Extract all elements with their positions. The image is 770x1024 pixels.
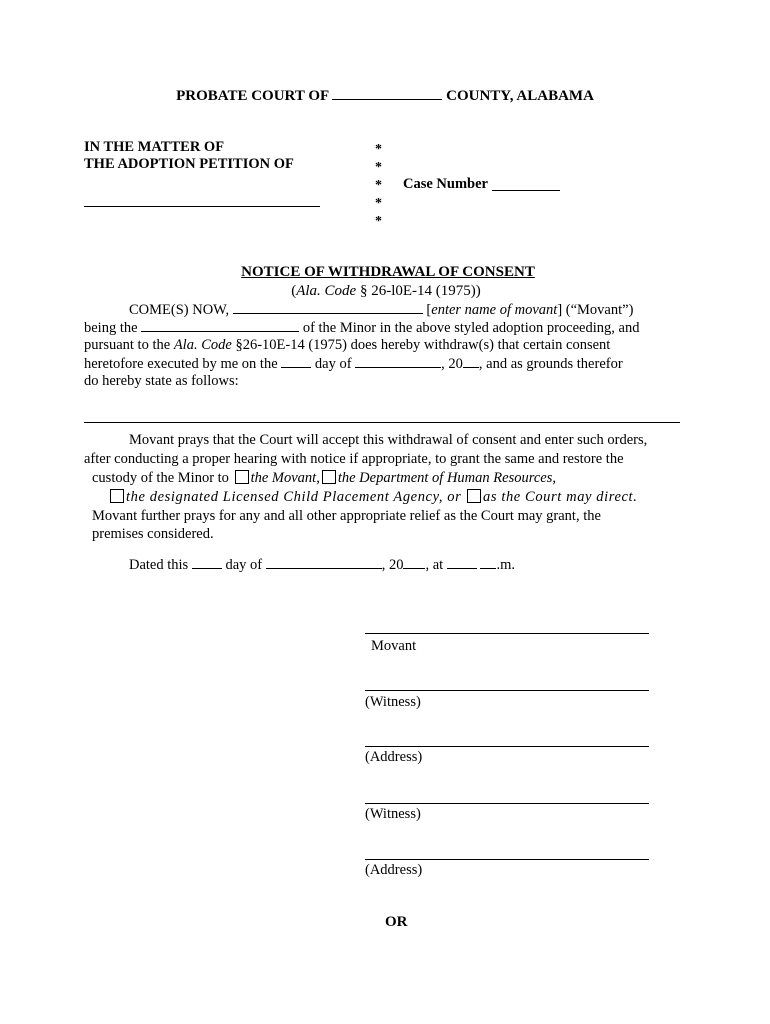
text: .m. bbox=[496, 557, 515, 573]
address2-label: (Address) bbox=[365, 862, 423, 878]
option-agency: the designated Licensed Child Placement Agency, or bbox=[126, 489, 462, 505]
text: heretofore executed by me on the bbox=[84, 356, 282, 372]
paragraph1-line3 bbox=[84, 336, 610, 354]
text: day of bbox=[311, 356, 356, 372]
cite-open: ( bbox=[291, 283, 297, 299]
text: COME(S) NOW, bbox=[129, 302, 233, 318]
dated-line bbox=[129, 555, 515, 574]
consent-month-blank[interactable] bbox=[355, 354, 441, 368]
consent-day-blank[interactable] bbox=[281, 354, 311, 368]
dated-year-blank[interactable] bbox=[403, 555, 425, 569]
text: , 20 bbox=[381, 557, 404, 573]
relationship-blank[interactable] bbox=[141, 318, 299, 332]
code-citation bbox=[0, 283, 770, 300]
asterisk: * bbox=[375, 196, 382, 211]
asterisk: * bbox=[375, 178, 382, 193]
caption-left bbox=[84, 139, 294, 173]
county-blank[interactable] bbox=[332, 86, 442, 100]
movant-label: Movant bbox=[371, 638, 417, 654]
asterisk: * bbox=[375, 142, 382, 157]
paragraph2-line3 bbox=[92, 469, 556, 487]
paragraph1-line1: COME(S) NOW, [enter name of movant] (“Movant”) bbox=[129, 302, 634, 318]
consent-year-blank[interactable] bbox=[463, 354, 479, 368]
witness2-signature-line[interactable] bbox=[365, 803, 649, 804]
checkbox-agency[interactable] bbox=[110, 489, 124, 503]
text: , at bbox=[425, 557, 447, 573]
movant-name-blank[interactable] bbox=[233, 300, 423, 314]
asterisk: * bbox=[375, 160, 382, 175]
text: , 20 bbox=[441, 356, 463, 372]
asterisk: * bbox=[375, 214, 382, 229]
petitioner-name-blank[interactable] bbox=[84, 206, 320, 207]
paragraph2-line4 bbox=[108, 488, 637, 506]
grounds-blank[interactable] bbox=[84, 422, 680, 423]
code-italic: Ala. Code bbox=[173, 337, 232, 353]
case-number-label: Case Number bbox=[403, 176, 488, 192]
court-suffix: COUNTY, ALABAMA bbox=[446, 88, 594, 104]
address2-line[interactable] bbox=[365, 859, 649, 860]
option-dhr: the Department of Human Resources, bbox=[337, 470, 556, 486]
text: , and as grounds therefor bbox=[478, 356, 623, 372]
witness1-signature-line[interactable] bbox=[365, 690, 649, 691]
cite-rest: § 26-l0E-14 (1975)) bbox=[356, 283, 481, 299]
paragraph2-line1: Movant prays that the Court will accept this withdrawal of consent and enter such orders, bbox=[129, 432, 648, 448]
checkbox-movant[interactable] bbox=[235, 470, 249, 484]
caption-line-2: THE ADOPTION PETITION OF bbox=[84, 156, 294, 172]
cite-code: Ala. Code bbox=[296, 283, 357, 299]
checkbox-court[interactable] bbox=[467, 489, 481, 503]
paragraph1-line2 bbox=[84, 318, 639, 337]
address1-line[interactable] bbox=[365, 746, 649, 747]
paragraph2-line2: after conducting a proper hearing with notice if appropriate, to grant the same and restore the bbox=[84, 451, 624, 467]
address1-label: (Address) bbox=[365, 749, 423, 765]
checkbox-dhr[interactable] bbox=[322, 470, 336, 484]
or-separator: OR bbox=[385, 914, 408, 930]
court-prefix: PROBATE COURT OF bbox=[176, 88, 329, 104]
notice-title: NOTICE OF WITHDRAWAL OF CONSENT bbox=[241, 264, 535, 280]
movant-hint: enter name of movant bbox=[431, 302, 558, 318]
text: Dated this bbox=[129, 557, 192, 573]
paragraph1-line4 bbox=[84, 354, 623, 373]
case-number-blank[interactable] bbox=[492, 190, 560, 191]
text: pursuant to the bbox=[84, 337, 174, 353]
paragraph2-line5: Movant further prays for any and all other appropriate relief as the Court may grant, the bbox=[92, 508, 601, 524]
caption-asterisks bbox=[375, 141, 382, 231]
movant-signature-line[interactable] bbox=[365, 633, 649, 634]
dated-day-blank[interactable] bbox=[192, 555, 222, 569]
witness2-label: (Witness) bbox=[365, 806, 421, 822]
dated-hour-blank[interactable] bbox=[447, 555, 477, 569]
caption-line-1: IN THE MATTER OF bbox=[84, 139, 225, 155]
option-movant: the Movant, bbox=[250, 470, 320, 486]
court-header bbox=[0, 86, 770, 105]
option-court: as the Court may direct. bbox=[483, 489, 638, 505]
witness1-label: (Witness) bbox=[365, 694, 421, 710]
text: ] (“Movant”) bbox=[557, 302, 634, 318]
text: being the bbox=[84, 320, 142, 336]
text: day of bbox=[221, 557, 266, 573]
text: §26-10E-14 (1975) does hereby withdraw(s) that certain consent bbox=[231, 337, 611, 353]
paragraph2-line6: premises considered. bbox=[92, 526, 214, 542]
paragraph1-line5: do hereby state as follows: bbox=[84, 373, 239, 389]
dated-ampm-blank[interactable] bbox=[480, 555, 496, 569]
text: custody of the Minor to bbox=[92, 470, 233, 486]
text: of the Minor in the above styled adoption proceeding, and bbox=[299, 320, 640, 336]
dated-month-blank[interactable] bbox=[266, 555, 382, 569]
